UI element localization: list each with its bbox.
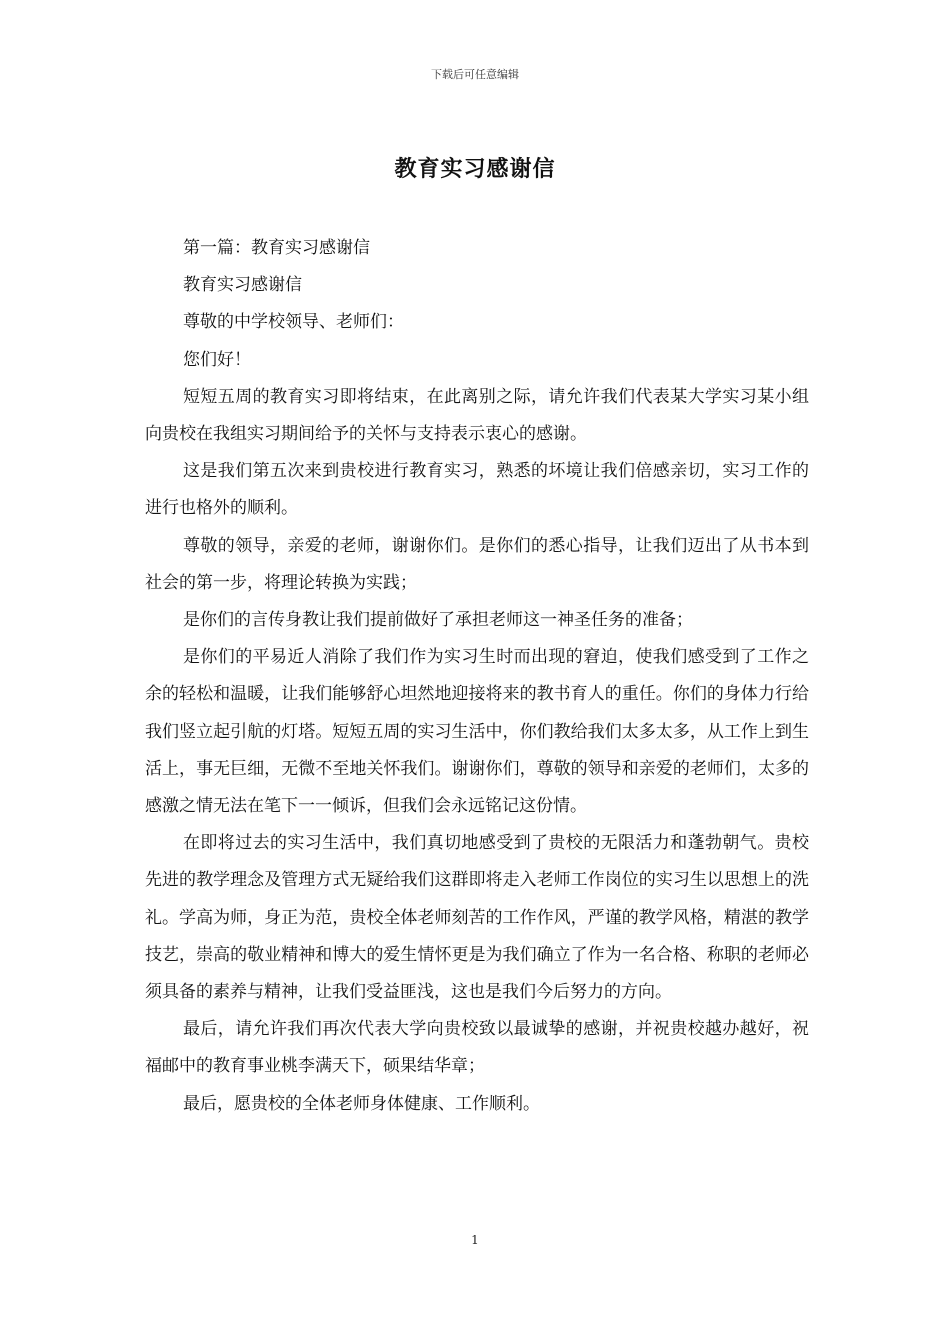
paragraph: 短短五周的教育实习即将结束，在此离别之际，请允许我们代表某大学实习某小组向贵校在我组实习期间给予的关怀与支持表示衷心的感谢。	[145, 386, 809, 445]
paragraph: 这是我们第五次来到贵校进行教育实习，熟悉的坏境让我们倍感亲切，实习工作的进行也格外的顺利。	[145, 461, 809, 519]
paragraph: 最后，请允许我们再次代表大学向贵校致以最诚挚的感谢，并祝贵校越办越好，祝福邮中的教育事业桃李满天下，硕果结华章；	[145, 1019, 809, 1077]
paragraph: 是你们的言传身教让我们提前做好了承担老师这一神圣任务的准备；	[183, 610, 693, 631]
paragraph: 尊敬的领导，亲爱的老师，谢谢你们。是你们的悉心指导，让我们迈出了从书本到社会的第一步，将理论转换为实践；	[145, 535, 809, 593]
paragraph: 最后，愿贵校的全体老师身体健康、工作顺利。	[183, 1093, 540, 1114]
paragraph: 尊敬的中学校领导、老师们：	[183, 312, 404, 333]
page-number: 1	[471, 1233, 479, 1247]
paragraph: 是你们的平易近人消除了我们作为实习生时而出现的窘迫，使我们感受到了工作之余的轻松和温暖，让我们能够舒心坦然地迎接将来的教书育人的重任。你们的身体力行给我们竖立起引航的灯塔。短短五周的实习生活中，你们教给我们太多太多，从工作上到生活上，事无巨细，无微不至地关怀我们。谢谢你们，尊敬的领导和亲爱的老师们，太多的感激之情无法在笔下一一倾诉，但我们会永远铭记这份情。	[145, 647, 809, 817]
paragraph: 教育实习感谢信	[183, 275, 302, 296]
paragraph: 您们好！	[183, 349, 251, 370]
paragraph: 在即将过去的实习生活中，我们真切地感受到了贵校的无限活力和蓬勃朝气。贵校先进的教学理念及管理方式无疑给我们这群即将走入老师工作岗位的实习生以思想上的洗礼。学高为师，身正为范，贵校全体老师刻苦的工作作风，严谨的教学风格，精湛的教学技艺，崇高的敬业精神和博大的爱生情怀更是为我们确立了作为一名合格、称职的老师必须具备的素养与精神，让我们受益匪浅，这也是我们今后努力的方向。	[145, 833, 809, 1003]
header-note: 下载后可任意编辑	[431, 68, 519, 81]
paragraph: 第一篇：教育实习感谢信	[183, 238, 370, 258]
document-body	[145, 230, 809, 1123]
document-title: 教育实习感谢信	[394, 156, 556, 182]
